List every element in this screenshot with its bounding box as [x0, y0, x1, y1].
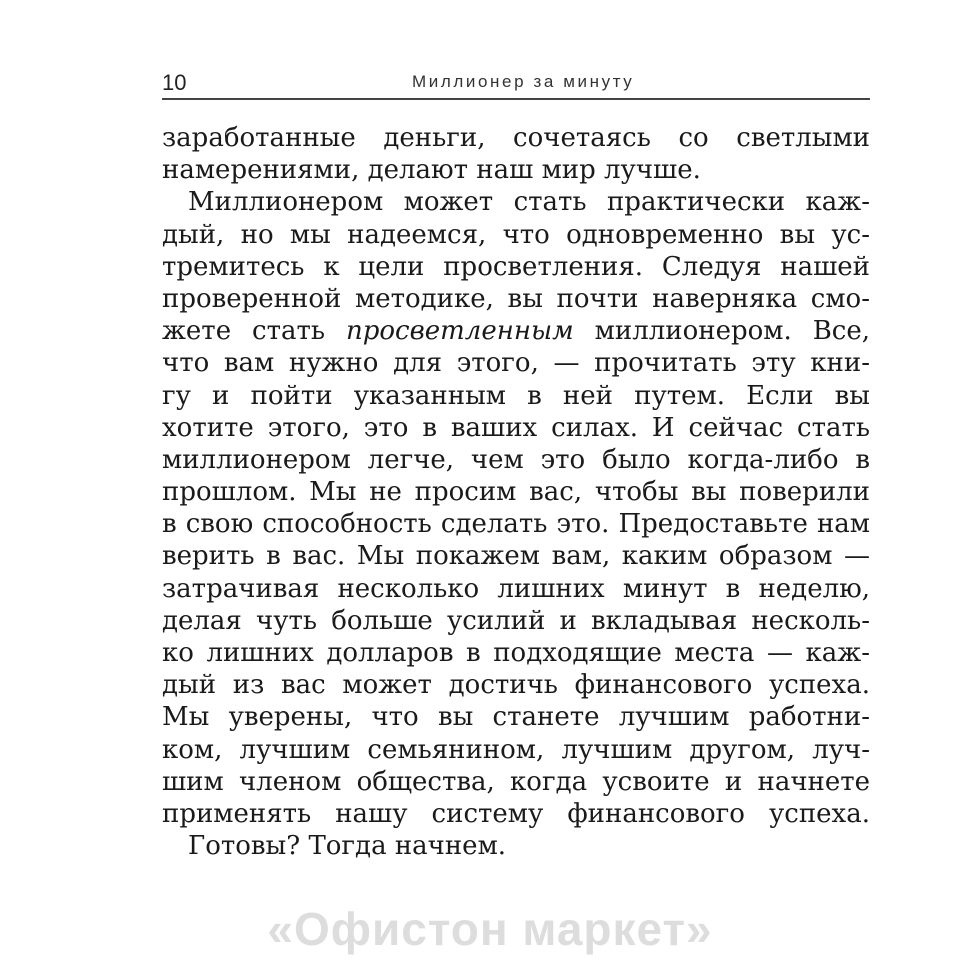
text-line: верить в вас. Мы покажем вам, каким образом — — [162, 541, 870, 572]
text-line: дый, но мы надеемся, что одновременно вы ус- — [162, 219, 870, 250]
watermark: «Офистон маркет» — [267, 903, 713, 955]
emphasized-word: просветленным — [346, 316, 574, 347]
text-line-with-emphasis — [162, 315, 870, 347]
text-line: гу и пойти указанным в ней путем. Если вы — [162, 380, 870, 411]
text-line: тремитесь к цели просветления. Следуя нашей — [162, 251, 870, 282]
page-number: 10 — [162, 70, 187, 95]
text-line: в свою способность сделать это. Предоставьте нам — [162, 509, 870, 540]
page-header — [162, 66, 870, 100]
body-text — [162, 122, 870, 862]
text-line: дый из вас может достичь финансового успеха. — [162, 670, 870, 701]
text-line: Миллионером может стать практически каж- — [188, 187, 870, 218]
text-line: ко лишних долларов в подходящие места — каж- — [162, 638, 870, 668]
text-line: шим членом общества, когда усвоите и начнете — [162, 766, 870, 797]
text-line: прошлом. Мы не просим вас, чтобы вы поверили — [162, 477, 870, 508]
text-line: Мы уверены, что вы станете лучшим работни- — [162, 702, 870, 733]
text-segment: жете стать — [162, 316, 326, 347]
text-segment: миллионером. Все, — [594, 316, 871, 347]
text-line: миллионером легче, чем это было когда-либо в — [162, 444, 870, 475]
text-line: проверенной методике, вы почти наверняка смо- — [162, 283, 870, 314]
text-line: затрачивая несколько лишних минут в неделю, — [162, 573, 870, 604]
text-line: намерениями, делают наш мир лучше. — [162, 155, 701, 186]
text-line: ком, лучшим семьянином, лучшим другом, луч- — [162, 734, 870, 765]
text-line: делая чуть больше усилий и вкладывая несколь- — [162, 605, 870, 636]
text-line: что вам нужно для этого, — прочитать эту кни- — [162, 348, 870, 379]
text-line: применять нашу систему финансового успеха. — [162, 798, 870, 829]
text-line: хотите этого, это в ваших силах. И сейчас стать — [162, 412, 870, 443]
text-line: Готовы? Тогда начнем. — [188, 831, 507, 862]
header-rule — [162, 98, 870, 100]
running-title: Миллионер за минуту — [412, 72, 635, 91]
text-line: заработанные деньги, сочетаясь со светлыми — [162, 123, 870, 153]
